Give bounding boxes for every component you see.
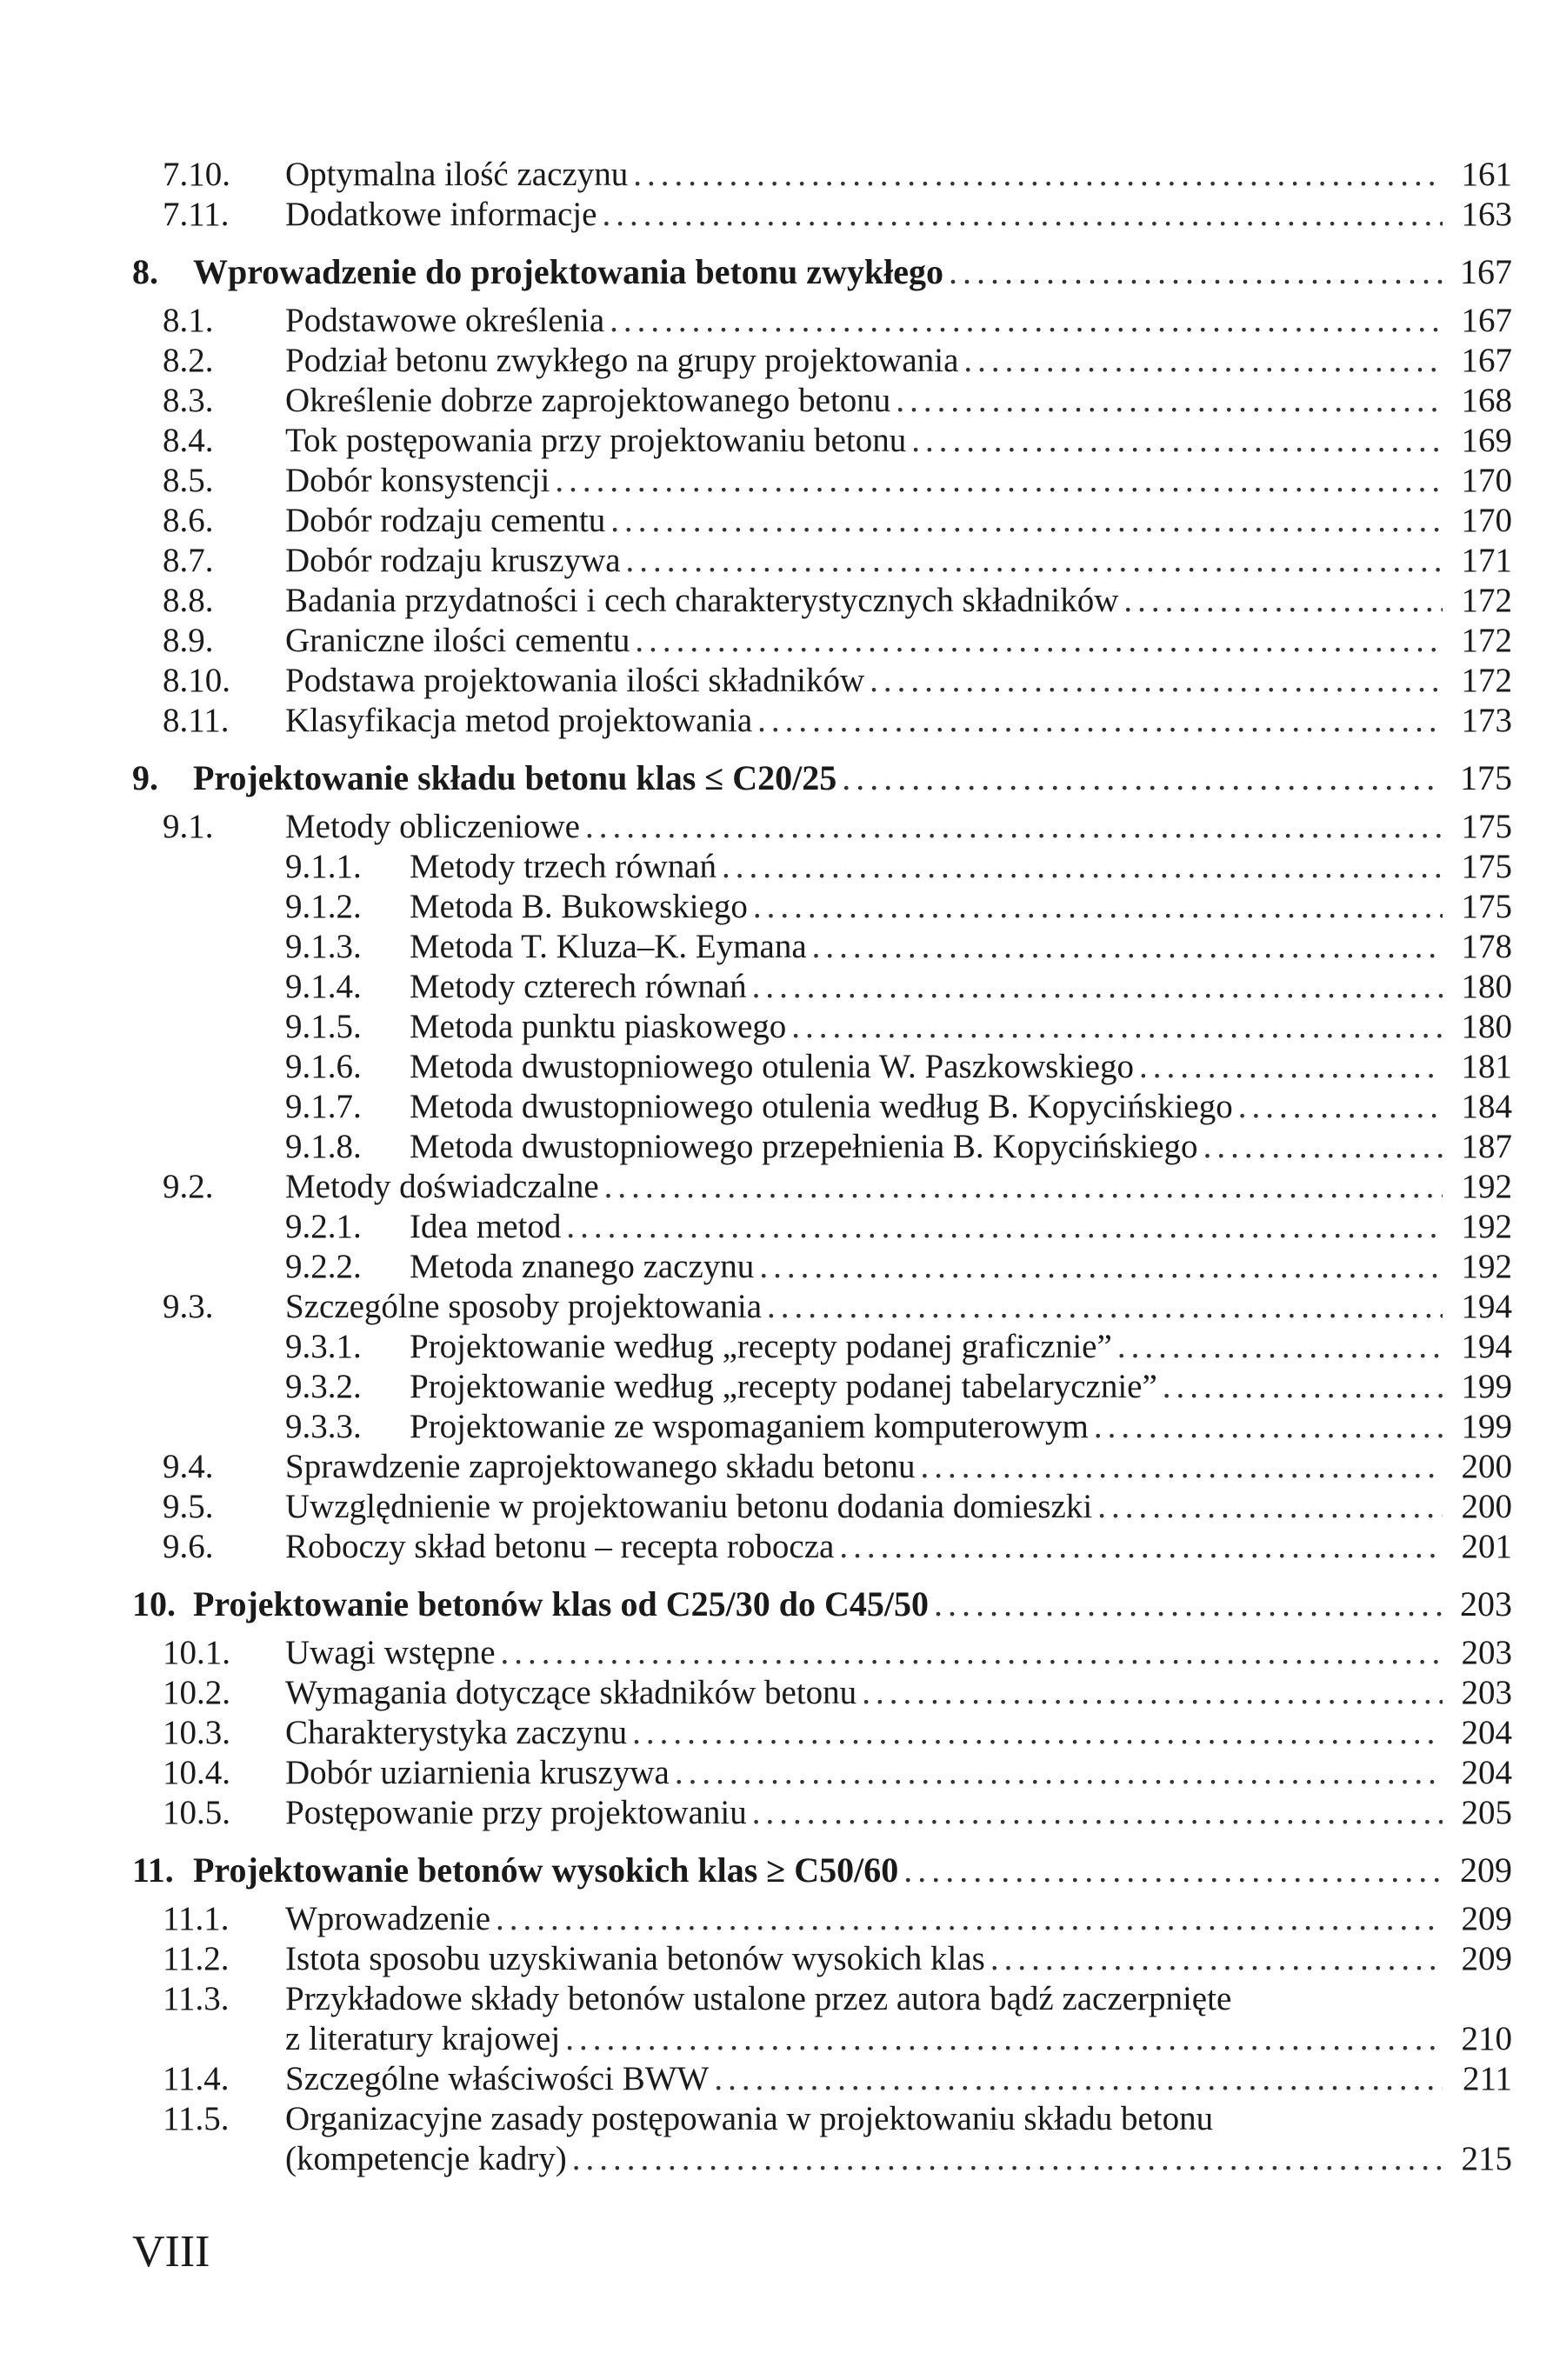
entry-page-number: 175	[1460, 758, 1512, 797]
entry-title: Metody obliczeniowe	[285, 808, 580, 845]
toc-entry	[132, 501, 1512, 541]
entry-title-wrap	[193, 252, 1451, 292]
entry-page-number: 194	[1461, 1288, 1512, 1325]
entry-number: 9.3.3.	[285, 1408, 362, 1445]
entry-page-number: 167	[1461, 302, 1512, 339]
toc-entry	[132, 967, 1512, 1007]
entry-title: Charakterystyka zaczynu	[285, 1714, 628, 1751]
entry-title-wrap	[285, 1753, 1451, 1793]
dot-leader	[752, 967, 1443, 1007]
entry-title: Klasyfikacja metod projektowania	[285, 702, 753, 739]
entry-title-continuation: z literatury krajowej	[285, 2020, 561, 2057]
entry-page-number: 201	[1461, 1528, 1512, 1565]
dot-leader	[842, 758, 1443, 798]
entry-title: Podstawa projektowania ilości składników	[285, 662, 865, 699]
entry-title-continuation: (kompetencje kadry)	[285, 2140, 567, 2177]
toc-entry	[132, 1939, 1512, 1979]
entry-number: 8.5.	[163, 462, 214, 499]
entry-number: 9.3.2.	[285, 1368, 362, 1405]
dot-leader	[753, 887, 1443, 927]
entry-title-wrap	[285, 541, 1451, 581]
dot-leader	[1094, 1407, 1443, 1447]
entry-title-wrap	[285, 195, 1451, 235]
entry-title-wrap	[193, 758, 1451, 798]
entry-number: 9.1.5.	[285, 1008, 362, 1045]
entry-page-number: 170	[1461, 502, 1512, 539]
entry-title-wrap	[410, 1327, 1451, 1367]
toc-chapter-entry	[132, 758, 1512, 798]
entry-title-wrap	[285, 1793, 1451, 1833]
entry-title: Projektowanie ze wspomaganiem komputerowym	[410, 1408, 1089, 1445]
entry-title-wrap	[410, 1247, 1451, 1287]
entry-title-wrap	[285, 381, 1451, 421]
toc-entry-continuation	[132, 2019, 1512, 2059]
entry-title: Wprowadzenie	[285, 1900, 491, 1937]
dot-leader	[722, 847, 1443, 887]
entry-title-wrap	[410, 847, 1451, 887]
entry-number: 9.	[132, 758, 158, 797]
dot-leader	[1123, 581, 1443, 621]
toc-entry	[132, 1367, 1512, 1407]
entry-title-wrap	[410, 927, 1451, 967]
toc-entry	[132, 1487, 1512, 1527]
entry-number: 9.6.	[163, 1528, 214, 1565]
entry-title-wrap	[410, 1407, 1451, 1447]
dot-leader	[675, 1753, 1443, 1793]
toc-entry	[132, 1673, 1512, 1713]
entry-title-wrap	[285, 2059, 1451, 2099]
entry-page-number: 181	[1461, 1048, 1512, 1085]
dot-leader	[862, 1673, 1443, 1713]
entry-title: Wymagania dotyczące składników betonu	[285, 1674, 857, 1711]
entry-title-wrap	[285, 661, 1451, 701]
dot-leader	[896, 381, 1443, 421]
entry-page-number: 170	[1461, 462, 1512, 499]
entry-title-wrap	[285, 1487, 1451, 1527]
dot-leader	[566, 1207, 1443, 1247]
entry-title-wrap	[285, 1633, 1451, 1673]
entry-title: Szczególne sposoby projektowania	[285, 1288, 763, 1325]
entry-title: Metoda znanego zaczynu	[410, 1248, 755, 1285]
dot-leader	[1117, 1327, 1443, 1367]
toc-entry	[132, 581, 1512, 621]
dot-leader	[963, 341, 1443, 381]
entry-title: Dobór rodzaju kruszywa	[285, 542, 621, 579]
entry-page-number: 203	[1460, 1584, 1512, 1623]
dot-leader	[791, 1007, 1443, 1047]
dot-leader	[604, 1167, 1443, 1207]
entry-number: 8.1.	[163, 302, 214, 339]
toc-entry	[132, 1793, 1512, 1833]
entry-number: 8.	[132, 252, 158, 291]
entry-title-wrap	[410, 1127, 1451, 1167]
toc-entry	[132, 381, 1512, 421]
toc-entry	[132, 1007, 1512, 1047]
entry-page-number: 163	[1461, 196, 1512, 233]
dot-leader	[934, 1584, 1443, 1624]
toc-entry	[132, 1527, 1512, 1567]
toc-entry	[132, 1633, 1512, 1673]
entry-title: Dodatkowe informacje	[285, 196, 597, 233]
dot-leader	[1139, 1047, 1443, 1087]
entry-title-wrap	[285, 581, 1451, 621]
dot-leader	[903, 1850, 1443, 1890]
dot-leader	[757, 701, 1443, 741]
entry-page-number: 175	[1461, 888, 1512, 925]
entry-page-number: 209	[1460, 1850, 1512, 1890]
entry-title: Metoda punktu piaskowego	[410, 1008, 787, 1045]
entry-title-wrap	[285, 1899, 1451, 1939]
toc-chapter-entry	[132, 1584, 1512, 1624]
toc-entry	[132, 541, 1512, 581]
entry-title-wrap	[285, 1673, 1451, 1713]
toc-entry	[132, 155, 1512, 195]
dot-leader	[501, 1633, 1443, 1673]
entry-title: Dobór konsystencji	[285, 462, 550, 499]
entry-title-wrap	[285, 1979, 1512, 2019]
toc-entry	[132, 661, 1512, 701]
entry-page-number: 199	[1461, 1368, 1512, 1405]
dot-leader	[610, 301, 1443, 341]
toc-entry	[132, 1247, 1512, 1287]
toc-entry	[132, 1047, 1512, 1087]
entry-title-wrap	[410, 967, 1451, 1007]
entry-number: 10.1.	[163, 1634, 230, 1671]
entry-title: Postępowanie przy projektowaniu	[285, 1794, 747, 1831]
entry-page-number: 172	[1461, 622, 1512, 659]
entry-page-number: 203	[1461, 1634, 1512, 1671]
entry-number: 9.1.	[163, 808, 214, 845]
entry-number: 9.1.3.	[285, 928, 362, 965]
dot-leader	[921, 1447, 1443, 1487]
dot-leader	[870, 661, 1443, 701]
entry-page-number: 192	[1461, 1168, 1512, 1205]
dot-leader	[752, 1793, 1443, 1833]
entry-title-wrap	[285, 1287, 1451, 1327]
entry-number: 8.4.	[163, 422, 214, 459]
entry-title: Roboczy skład betonu – recepta robocza	[285, 1528, 835, 1565]
toc-entry	[132, 1407, 1512, 1447]
entry-title: Metoda dwustopniowego otulenia W. Paszkowskiego	[410, 1048, 1134, 1085]
dot-leader	[990, 1939, 1443, 1979]
entry-page-number: 199	[1461, 1408, 1512, 1445]
entry-title: Graniczne ilości cementu	[285, 622, 630, 659]
entry-title: Badania przydatności i cech charakterystycznych składników	[285, 582, 1119, 619]
toc-entry	[132, 1207, 1512, 1247]
toc-entry	[132, 1087, 1512, 1127]
toc-entry-continuation	[132, 2139, 1512, 2179]
entry-page-number: 171	[1461, 542, 1512, 579]
dot-leader	[1097, 1487, 1443, 1527]
entry-page-number: 204	[1461, 1754, 1512, 1791]
entry-number: 11.5.	[163, 2100, 230, 2137]
toc-entry	[132, 1753, 1512, 1793]
entry-title: Metoda B. Bukowskiego	[410, 888, 748, 925]
toc-entry	[132, 195, 1512, 235]
dot-leader	[635, 621, 1443, 661]
entry-title: Szczególne właściwości BWW	[285, 2060, 710, 2097]
entry-title-wrap	[285, 301, 1451, 341]
entry-title-wrap	[285, 2099, 1512, 2139]
entry-title-wrap	[285, 701, 1451, 741]
toc-entry	[132, 421, 1512, 461]
dot-leader	[911, 421, 1443, 461]
entry-number: 9.5.	[163, 1488, 214, 1525]
entry-number: 10.5.	[163, 1794, 230, 1831]
entry-title-wrap	[410, 1047, 1451, 1087]
entry-title: Metody trzech równań	[410, 848, 717, 885]
entry-title: Projektowanie betonów klas od C25/30 do C45/50	[193, 1584, 929, 1623]
entry-title: Sprawdzenie zaprojektowanego składu betonu	[285, 1448, 916, 1485]
entry-page-number: 180	[1461, 968, 1512, 1005]
entry-title: Projektowanie składu betonu klas ≤ C20/25	[193, 758, 837, 797]
entry-title: Tok postępowania przy projektowaniu betonu	[285, 422, 907, 459]
entry-page-number: 180	[1461, 1008, 1512, 1045]
entry-title: Podział betonu zwykłego na grupy projektowania	[285, 342, 959, 379]
dot-leader	[632, 1713, 1443, 1753]
entry-title: Dobór rodzaju cementu	[285, 502, 606, 539]
dot-leader	[565, 2019, 1443, 2059]
toc-entry	[132, 2099, 1512, 2139]
entry-page-number: 173	[1461, 702, 1512, 739]
entry-title: Metody doświadczalne	[285, 1168, 599, 1205]
entry-page-number: 175	[1461, 808, 1512, 845]
entry-number: 8.3.	[163, 382, 214, 419]
toc-entry	[132, 1167, 1512, 1207]
entry-page-number: 175	[1461, 848, 1512, 885]
toc-entry	[132, 1287, 1512, 1327]
toc-entry	[132, 1447, 1512, 1487]
entry-number: 9.1.6.	[285, 1048, 362, 1085]
entry-title-wrap	[193, 1584, 1451, 1624]
toc-entry	[132, 301, 1512, 341]
entry-title: Metoda dwustopniowego przepełnienia B. Kopycińskiego	[410, 1128, 1198, 1165]
entry-page-number: 192	[1461, 1248, 1512, 1285]
dot-leader	[949, 252, 1443, 292]
entry-page-number: 209	[1461, 1940, 1512, 1977]
entry-page-number: 211	[1462, 2060, 1512, 2097]
entry-title-wrap	[285, 1713, 1451, 1753]
dot-leader	[496, 1899, 1443, 1939]
entry-page-number: 209	[1461, 1900, 1512, 1937]
entry-page-number: 187	[1461, 1128, 1512, 1165]
entry-number: 8.7.	[163, 542, 214, 579]
entry-number: 9.3.	[163, 1288, 214, 1325]
toc-entry	[132, 621, 1512, 661]
entry-page-number: 184	[1461, 1088, 1512, 1125]
entry-title: Projektowanie według „recepty podanej tabelarycznie”	[410, 1368, 1157, 1405]
entry-number: 8.11.	[163, 702, 230, 739]
entry-title-wrap	[193, 1850, 1451, 1890]
entry-number: 11.2.	[163, 1940, 230, 1977]
entry-number: 9.3.1.	[285, 1328, 362, 1365]
dot-leader	[633, 155, 1443, 195]
dot-leader	[626, 541, 1443, 581]
toc-chapter-entry	[132, 1850, 1512, 1890]
entry-number: 8.8.	[163, 582, 214, 619]
entry-number: 9.1.2.	[285, 888, 362, 925]
toc-entry	[132, 461, 1512, 501]
entry-number: 9.1.4.	[285, 968, 362, 1005]
entry-number: 8.10.	[163, 662, 230, 699]
entry-number: 10.	[132, 1584, 176, 1623]
entry-page-number: 210	[1461, 2020, 1512, 2057]
entry-number: 9.2.2.	[285, 1248, 362, 1285]
entry-page-number: 205	[1461, 1794, 1512, 1831]
toc-entry	[132, 701, 1512, 741]
toc-entry	[132, 927, 1512, 967]
entry-page-number: 161	[1461, 156, 1512, 193]
entry-title: Metoda dwustopniowego otulenia według B. Kopycińskiego	[410, 1088, 1233, 1125]
entry-title-wrap	[285, 2139, 1451, 2179]
entry-page-number: 192	[1461, 1208, 1512, 1245]
dot-leader	[714, 2059, 1443, 2099]
entry-page-number: 178	[1461, 928, 1512, 965]
dot-leader	[572, 2139, 1443, 2179]
dot-leader	[1238, 1087, 1443, 1127]
toc-entry	[132, 341, 1512, 381]
entry-title: Istota sposobu uzyskiwania betonów wysokich klas	[285, 1940, 985, 1977]
entry-title-wrap	[285, 155, 1451, 195]
entry-number: 8.6.	[163, 502, 214, 539]
entry-title-wrap	[285, 501, 1451, 541]
dot-leader	[555, 461, 1443, 501]
entry-page-number: 200	[1461, 1488, 1512, 1525]
entry-title: Określenie dobrze zaprojektowanego betonu	[285, 382, 891, 419]
entry-title: Uwagi wstępne	[285, 1634, 496, 1671]
entry-page-number: 204	[1461, 1714, 1512, 1751]
entry-number: 9.2.1.	[285, 1208, 362, 1245]
entry-number: 9.1.7.	[285, 1088, 362, 1125]
toc-entry	[132, 887, 1512, 927]
entry-number: 7.11.	[163, 196, 230, 233]
entry-title-wrap	[285, 1939, 1451, 1979]
dot-leader	[1163, 1367, 1443, 1407]
dot-leader	[1203, 1127, 1443, 1167]
entry-page-number: 172	[1461, 582, 1512, 619]
entry-number: 11.3.	[163, 1980, 230, 2017]
entry-number: 10.3.	[163, 1714, 230, 1751]
toc-entry	[132, 807, 1512, 847]
entry-page-number: 194	[1461, 1328, 1512, 1365]
entry-page-number: 215	[1461, 2140, 1512, 2177]
dot-leader	[839, 1527, 1443, 1567]
entry-number: 9.4.	[163, 1448, 214, 1485]
toc-chapter-entry	[132, 252, 1512, 292]
entry-page-number: 169	[1461, 422, 1512, 459]
dot-leader	[602, 195, 1443, 235]
entry-page-number: 172	[1461, 662, 1512, 699]
entry-title: Metoda T. Kluza–K. Eymana	[410, 928, 807, 965]
entry-title-wrap	[410, 1007, 1451, 1047]
entry-title: Dobór uziarnienia kruszywa	[285, 1754, 670, 1791]
entry-title: Wprowadzenie do projektowania betonu zwykłego	[193, 252, 944, 291]
entry-title-wrap	[410, 1207, 1451, 1247]
entry-page-number: 200	[1461, 1448, 1512, 1485]
toc-entry	[132, 1979, 1512, 2019]
page-number-folio: VIII	[132, 2227, 210, 2277]
entry-title-wrap	[285, 1447, 1451, 1487]
toc-entry	[132, 1713, 1512, 1753]
entry-title: Przykładowe składy betonów ustalone przez autora bądź zaczerpnięte	[285, 1980, 1232, 2017]
dot-leader	[610, 501, 1443, 541]
entry-title-wrap	[285, 421, 1451, 461]
toc-entry	[132, 1899, 1512, 1939]
toc-entry	[132, 2059, 1512, 2099]
entry-title-wrap	[410, 887, 1451, 927]
toc-entry	[132, 847, 1512, 887]
dot-leader	[759, 1247, 1443, 1287]
entry-title-wrap	[285, 807, 1451, 847]
entry-title: Podstawowe określenia	[285, 302, 605, 339]
entry-number: 10.4.	[163, 1754, 230, 1791]
toc-entry	[132, 1127, 1512, 1167]
dot-leader	[767, 1287, 1443, 1327]
entry-number: 9.1.1.	[285, 848, 362, 885]
toc-entry	[132, 1327, 1512, 1367]
entry-title: Projektowanie betonów wysokich klas ≥ C50/60	[193, 1850, 899, 1890]
entry-title: Optymalna ilość zaczynu	[285, 156, 629, 193]
entry-number: 8.9.	[163, 622, 214, 659]
entry-title-wrap	[410, 1367, 1451, 1407]
entry-page-number: 167	[1460, 252, 1512, 291]
entry-page-number: 168	[1461, 382, 1512, 419]
entry-number: 8.2.	[163, 342, 214, 379]
table-of-contents	[132, 155, 1512, 2179]
entry-title-wrap	[285, 461, 1451, 501]
entry-number: 9.2.	[163, 1168, 214, 1205]
entry-title-wrap	[410, 1087, 1451, 1127]
entry-title-wrap	[285, 2019, 1451, 2059]
entry-title-wrap	[285, 1167, 1451, 1207]
entry-title: Uwzględnienie w projektowaniu betonu dodania domieszki	[285, 1488, 1093, 1525]
entry-page-number: 167	[1461, 342, 1512, 379]
entry-number: 11.1.	[163, 1900, 230, 1937]
entry-page-number: 203	[1461, 1674, 1512, 1711]
entry-title: Idea metod	[410, 1208, 562, 1245]
entry-title: Organizacyjne zasady postępowania w projektowaniu składu betonu	[285, 2100, 1214, 2137]
entry-title-wrap	[285, 1527, 1451, 1567]
entry-title-wrap	[285, 621, 1451, 661]
dot-leader	[585, 807, 1443, 847]
entry-number: 7.10.	[163, 156, 230, 193]
entry-number: 11.4.	[163, 2060, 230, 2097]
entry-number: 10.2.	[163, 1674, 230, 1711]
entry-title: Projektowanie według „recepty podanej graficznie”	[410, 1328, 1112, 1365]
dot-leader	[812, 927, 1443, 967]
entry-title-wrap	[285, 341, 1451, 381]
entry-title: Metody czterech równań	[410, 968, 747, 1005]
entry-number: 11.	[132, 1850, 174, 1890]
entry-number: 9.1.8.	[285, 1128, 362, 1165]
